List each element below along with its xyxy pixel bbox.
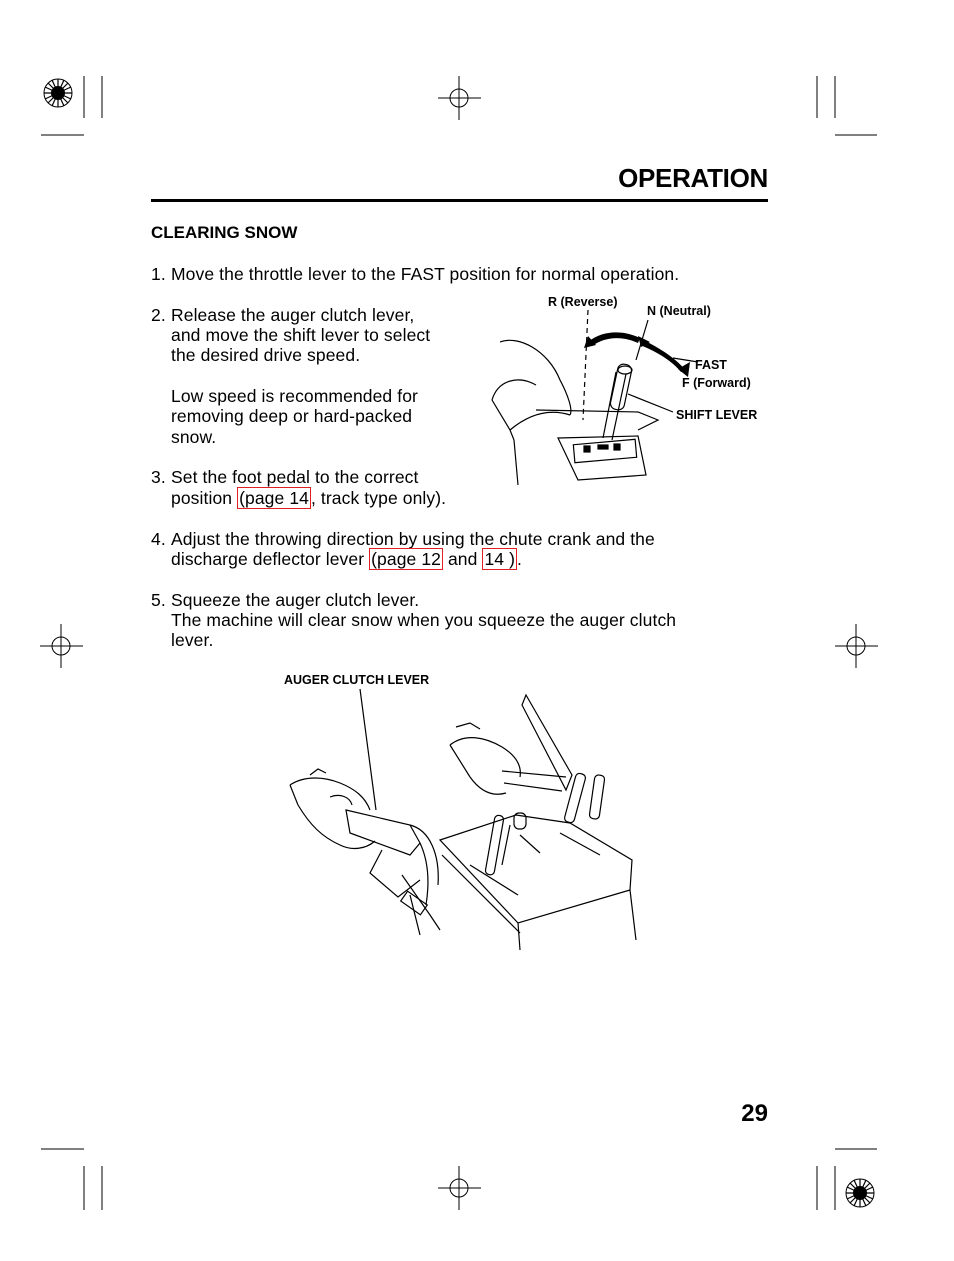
fast-label: FAST (695, 358, 727, 372)
step-number: 2. (151, 305, 166, 325)
text-fragment: discharge deflector lever (171, 549, 370, 569)
step-text: Release the auger clutch lever, (171, 305, 415, 325)
title-divider (151, 199, 768, 202)
text-fragment: . (517, 549, 522, 569)
crosshair-top (438, 76, 481, 120)
page-number: 29 (741, 1100, 768, 1127)
step-text: Squeeze the auger clutch lever. (171, 590, 420, 610)
neutral-label: N (Neutral) (647, 304, 711, 318)
page-14-link[interactable]: 14 ) (484, 549, 516, 569)
page-title: OPERATION (618, 163, 768, 193)
sunburst-top-left (44, 79, 72, 107)
shift-lever-illustration (488, 290, 778, 490)
forward-label: F (Forward) (682, 376, 751, 390)
step-text-line (171, 488, 446, 509)
step-text: Set the foot pedal to the correct (171, 467, 419, 487)
step-number: 5. (151, 590, 166, 610)
step-note: Low speed is recommended for (171, 386, 418, 406)
step-note: snow. (171, 427, 217, 447)
shift-lever-label: SHIFT LEVER (676, 408, 758, 422)
step-text: Move the throttle lever to the FAST position for normal operation. (171, 264, 680, 284)
crosshair-left (40, 624, 83, 668)
text-fragment: position (171, 488, 238, 508)
step-text: the desired drive speed. (171, 345, 361, 365)
crosshair-bottom (438, 1166, 481, 1210)
sunburst-bottom-right (846, 1179, 874, 1207)
page-14-link[interactable]: (page 14 (239, 488, 309, 508)
step-number: 1. (151, 264, 166, 284)
step-number: 4. (151, 529, 166, 549)
text-fragment: and (443, 549, 483, 569)
section-heading: CLEARING SNOW (151, 223, 298, 242)
auger-clutch-illustration (270, 665, 650, 955)
shift-lever-figure (488, 290, 778, 490)
step-text-line (171, 549, 522, 570)
reverse-label: R (Reverse) (548, 295, 618, 309)
step-note: removing deep or hard-packed (171, 406, 413, 426)
page-12-link[interactable]: (page 12 (371, 549, 442, 569)
step-text: lever. (171, 630, 214, 650)
auger-clutch-lever-label: AUGER CLUTCH LEVER (284, 673, 430, 687)
auger-clutch-figure (270, 665, 650, 955)
step-text: Adjust the throwing direction by using the chute crank and the (171, 529, 655, 549)
step-text: The machine will clear snow when you squeeze the auger clutch (171, 610, 677, 630)
text-fragment: , track type only). (310, 488, 447, 508)
crosshair-right (835, 624, 878, 668)
step-text: and move the shift lever to select (171, 325, 431, 345)
step-number: 3. (151, 467, 166, 487)
